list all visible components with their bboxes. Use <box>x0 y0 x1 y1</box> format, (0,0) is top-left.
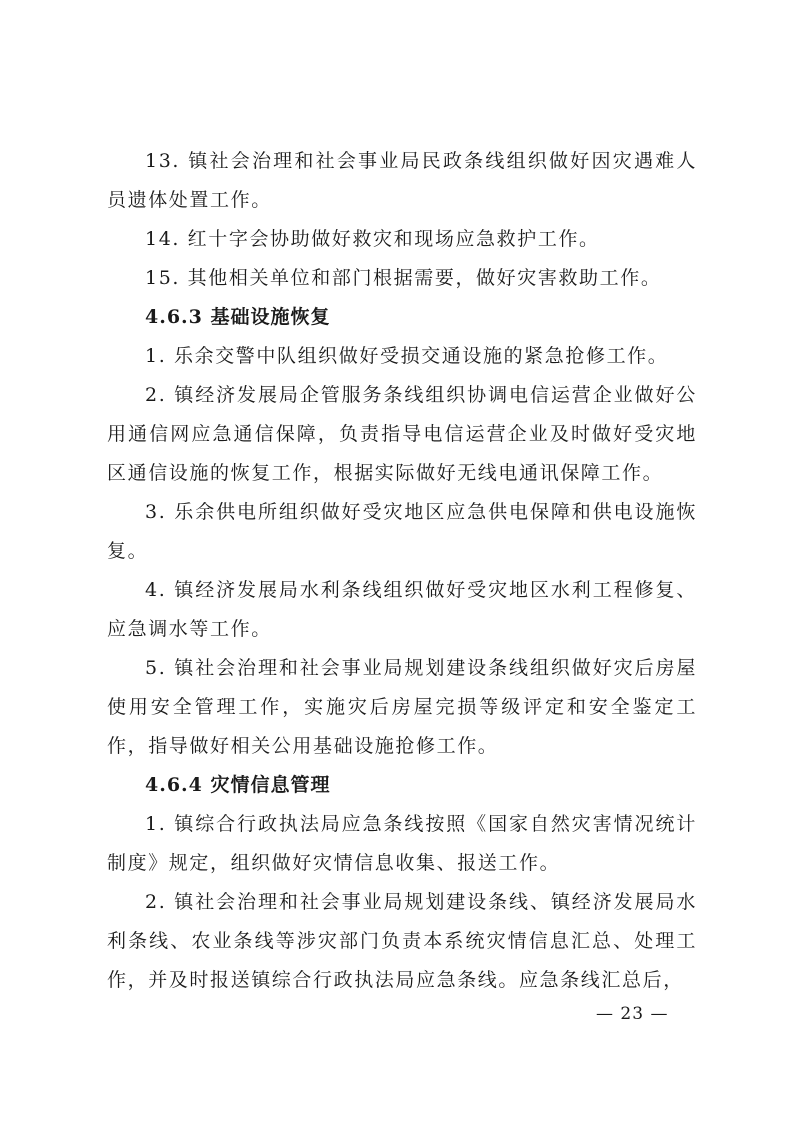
paragraph-item-1: 1. 乐余交警中队组织做好受损交通设施的紧急抢修工作。 <box>145 345 669 367</box>
paragraph-item-2: 2. 镇经济发展局企管服务条线组织协调电信运营企业做好公用通信网应急通信保障，负责指导电信运营企业及时做好受灾地区通信设施的恢复工作，根据实际做好无线电通讯保障工作。 <box>107 384 697 484</box>
paragraph-item-3: 3. 乐余供电所组织做好受灾地区应急供电保障和供电设施恢复。 <box>107 501 697 562</box>
page-number: — 23 — <box>596 1004 669 1024</box>
section-heading-4-6-3: 4.6.3 基础设施恢复 <box>145 306 331 328</box>
paragraph-item-14: 14. 红十字会协助做好救灾和现场应急救护工作。 <box>145 228 600 250</box>
paragraph-item-1-info: 1. 镇综合行政执法局应急条线按照《国家自然灾害情况统计制度》规定，组织做好灾情信息收集、报送工作。 <box>107 813 697 874</box>
paragraph-item-5: 5. 镇社会治理和社会事业局规划建设条线组织做好灾后房屋使用安全管理工作，实施灾后房屋完损等级评定和安全鉴定工作，指导做好相关公用基础设施抢修工作。 <box>107 657 697 757</box>
document-body <box>107 142 697 1000</box>
paragraph-item-15: 15. 其他相关单位和部门根据需要，做好灾害救助工作。 <box>145 267 662 289</box>
paragraph-item-13: 13. 镇社会治理和社会事业局民政条线组织做好因灾遇难人员遗体处置工作。 <box>107 150 697 211</box>
paragraph-item-2-info: 2. 镇社会治理和社会事业局规划建设条线、镇经济发展局水利条线、农业条线等涉灾部门负责本系统灾情信息汇总、处理工作，并及时报送镇综合行政执法局应急条线。应急条线汇总后， <box>107 891 697 991</box>
section-heading-4-6-4: 4.6.4 灾情信息管理 <box>145 774 331 796</box>
paragraph-item-4: 4. 镇经济发展局水利条线组织做好受灾地区水利工程修复、应急调水等工作。 <box>107 579 697 640</box>
